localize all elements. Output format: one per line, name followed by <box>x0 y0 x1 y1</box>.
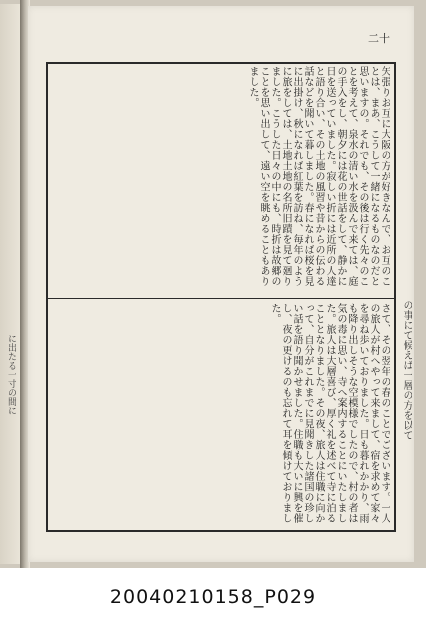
upper-text-block: 矢張りお互に大阪の方が好きなんで、お互のことは、まあ、こうして一緒になるものなのだと思いますの。それでも、その後は行く先々のことを考えて、泉水の清い水を汲んで来ては、庭の手入をし、朝夕には花の世話をして、静かに日を送っていました。寂しい折には近所の人達と語り合い、その土地の風習や昔からの伝わる話などを聞いて暮しました。春になれば桜を見に出掛け、秋になれば紅葉を訪ね、毎年のように旅をしては、土地土地の名所旧蹟を見て廻りました。こうした日々の中にも、時折は故郷のことを思い出して、遠い空を眺めることもありました。 <box>247 66 390 287</box>
left-page-text-fragment: に出たる一寸の間に <box>6 334 16 415</box>
left-page-edge <box>0 4 21 564</box>
lower-text-block: さて、その翌年の春のことでございます。一人の旅人が村へやって来まして、宿を求めて家々を尋ね歩いておりました。日も暮れかかり、雨も降り出しそうな空模様でしたので、村の者は気の毒に思い、寺へ案内することにいたしました。旅人は大層喜び、厚く礼を述べて寺に泊ることとなりました。その夜、旅人は住職に向かって、自分がこれまでに見聞きした諸国の珍しい話を語り聞かせました。住職も大いに興を催し、夜の更けるのも忘れて耳を傾けておりました。 <box>269 303 390 524</box>
right-edge-text-fragment: の事にて候えば一層の方を以て <box>401 300 412 440</box>
section-divider-rule <box>46 298 396 299</box>
image-caption-id: 20040210158_P029 <box>109 586 317 608</box>
page-number: 二十 <box>368 32 390 45</box>
